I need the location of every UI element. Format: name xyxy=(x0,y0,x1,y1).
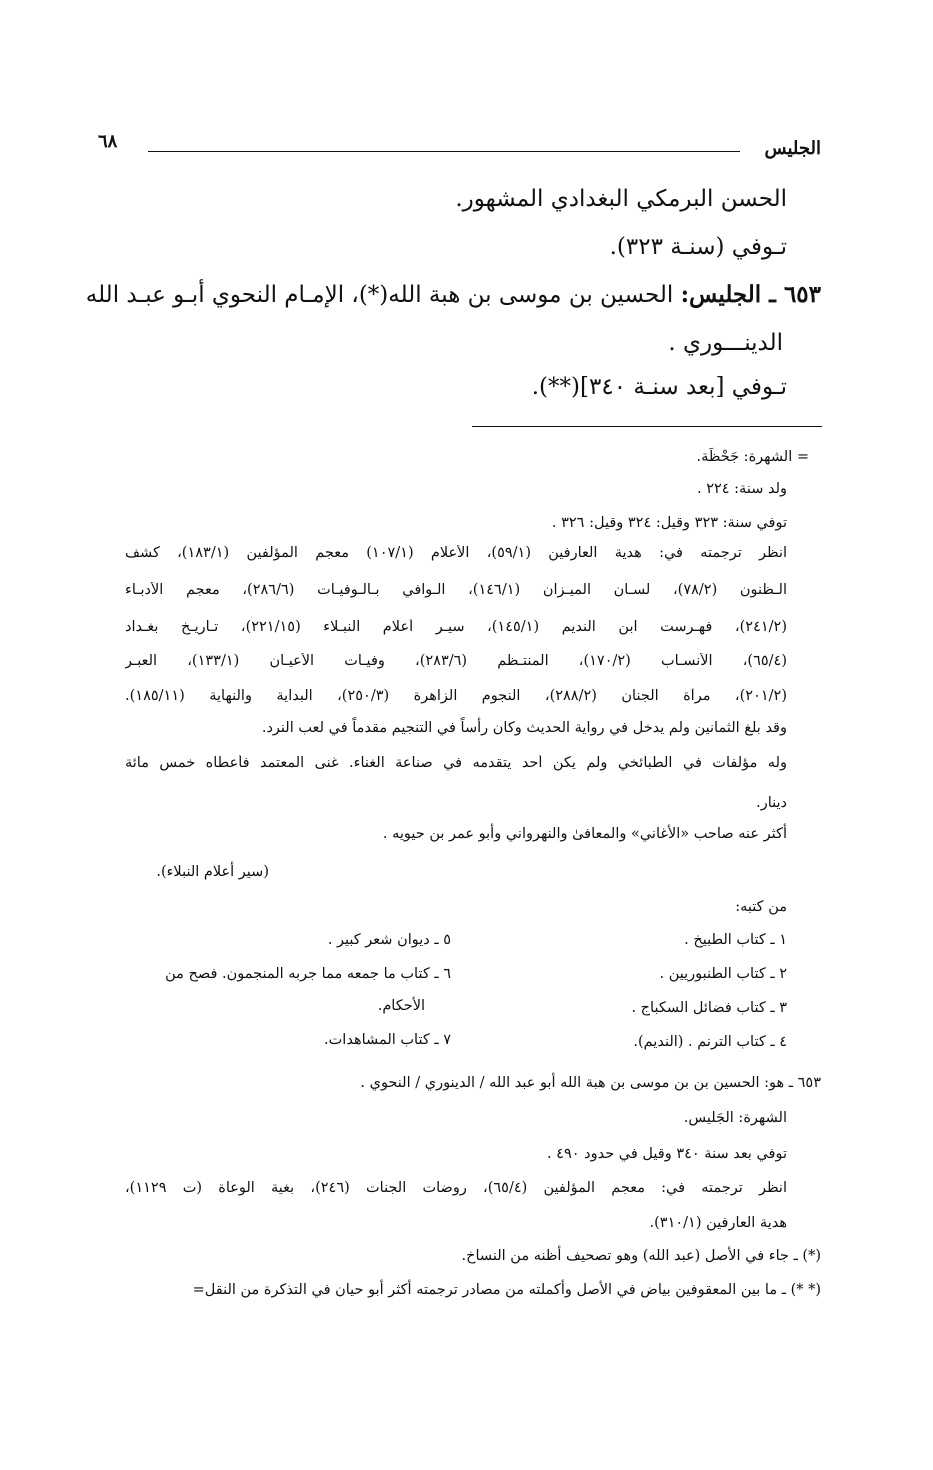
footnote-asterisk-2: (* *) ـ ما بين المعقوفين بياض في الأصل وأكملته من مصادر ترجمته أكثر أبو حيان في التذكرة من النقل= xyxy=(192,1282,821,1298)
note-sources-1: انظر ترجمته في: هدية العارفين (٥٩/١)، الأعلام (١٠٧/١) معجم المؤلفين (١٨٣/١)، كشف xyxy=(125,545,787,561)
page-number: ٦٨ xyxy=(98,131,118,152)
main-line-4: الدينـــوري . xyxy=(668,330,783,356)
running-title: الجليس xyxy=(764,138,821,159)
note-sources-5: (٢٠١/٢)، مرآة الجنان (٢٨٨/٢)، النجوم الزاهرة (٢٥٠/٣)، البداية والنهاية (١٨٥/١١). xyxy=(125,688,787,704)
main-line-1: الحسن البرمكي البغدادي المشهور. xyxy=(455,186,787,212)
main-line-5: تـوفي [بعد سنـة ٣٤٠](**). xyxy=(531,374,787,400)
note-653-sources-1: انظر ترجمته في: معجم المؤلفين (٦٥/٤)، روضات الجنات (٢٤٦)، بغية الوعاة (ت ١١٢٩)، xyxy=(125,1180,787,1196)
entry-text: الحسين بن موسى بن هبة الله(*)، الإمـام النحوي أبـو عبـد الله xyxy=(85,282,674,308)
note-bio-3: دينار. xyxy=(756,795,787,811)
note-sources-3: (٢٤١/٢)، فهـرست ابن النديم (١٤٥/١)، سيـر أعلام النبـلاء (٢٢١/١٥)، تـاريـخ بغـداد xyxy=(125,619,787,635)
note-fame: = الشهرة: جَحْظَة. xyxy=(696,449,809,465)
note-bio-4: أكثر عنه صاحب «الأغاني» والمعافىٰ والنهرواني وأبو عمر بن حيويه . xyxy=(382,826,787,842)
note-sources-4: (٦٥/٤)، الأنسـاب (١٧٠/٢)، المنتـظم (٢٨٣/٦)، وفيـات الأعيـان (١٣٣/١)، العبـر xyxy=(125,653,787,669)
main-line-2: تـوفي (سنـة ٣٢٣). xyxy=(609,234,787,260)
entry-number-title: ٦٥٣ ـ الجليس: xyxy=(680,281,821,308)
entry-653-heading xyxy=(86,282,821,308)
note-653-fame: الشهرة: الجَليس. xyxy=(683,1110,787,1126)
book-item-6-cont: الأحكام. xyxy=(377,998,425,1014)
note-653-sources-2: هدية العارفين (٣١٠/١). xyxy=(649,1215,787,1231)
book-item-3: ٣ ـ كتاب فضائل السكباج . xyxy=(631,1000,787,1016)
footnote-asterisk-1: (*) ـ جاء في الأصل (عبد الله) وهو تصحيف أظنه من النساخ. xyxy=(461,1248,821,1264)
book-item-7: ٧ ـ كتاب المشاهدات. xyxy=(324,1032,451,1048)
book-item-4: ٤ ـ كتاب الترنم . (النديم). xyxy=(633,1034,787,1050)
note-bio-2: وله مؤلفات في الطبائخي ولم يكن أحد يتقدمه في صناعة الغناء. غنى المعتمد فأعطاه خمس مائة xyxy=(125,755,787,771)
books-heading: من كتبه: xyxy=(735,899,787,915)
note-653-died: توفي بعد سنة ٣٤٠ وقيل في حدود ٤٩٠ . xyxy=(546,1146,787,1162)
note-sources-2: الـظنون (٧٨/٢)، لسـان الميـزان (١٤٦/١)، الـوافي بـالـوفيـات (٢٨٦/٦)، معجم الأدبـاء xyxy=(125,582,787,598)
book-item-2: ٢ ـ كتاب الطنبوريين . xyxy=(659,966,787,982)
note-died: توفي سنة: ٣٢٣ وقيل: ٣٢٤ وقيل: ٣٢٦ . xyxy=(551,515,787,531)
note-source-citation: (سير أعلام النبلاء). xyxy=(156,864,269,880)
note-born: ولد سنة: ٢٢٤ . xyxy=(696,481,787,497)
header-rule xyxy=(148,151,740,152)
book-item-6: ٦ ـ كتاب ما جمعه مما جربه المنجمون. فصح من xyxy=(165,966,451,982)
book-item-1: ١ ـ كتاب الطبيخ . xyxy=(684,932,787,948)
footnote-separator xyxy=(472,426,822,427)
note-bio-1: وقد بلغ الثمانين ولم يدخل في رواية الحديث وكان رأساً في التنجيم مقدماً في لعب النرد. xyxy=(261,720,787,736)
book-item-5: ٥ ـ ديوان شعر كبير . xyxy=(327,932,451,948)
note-653-entry: ٦٥٣ ـ هو: الحسين بن بن موسى بن هبة الله أبو عبد الله / الدينوري / النحوي . xyxy=(360,1075,821,1091)
